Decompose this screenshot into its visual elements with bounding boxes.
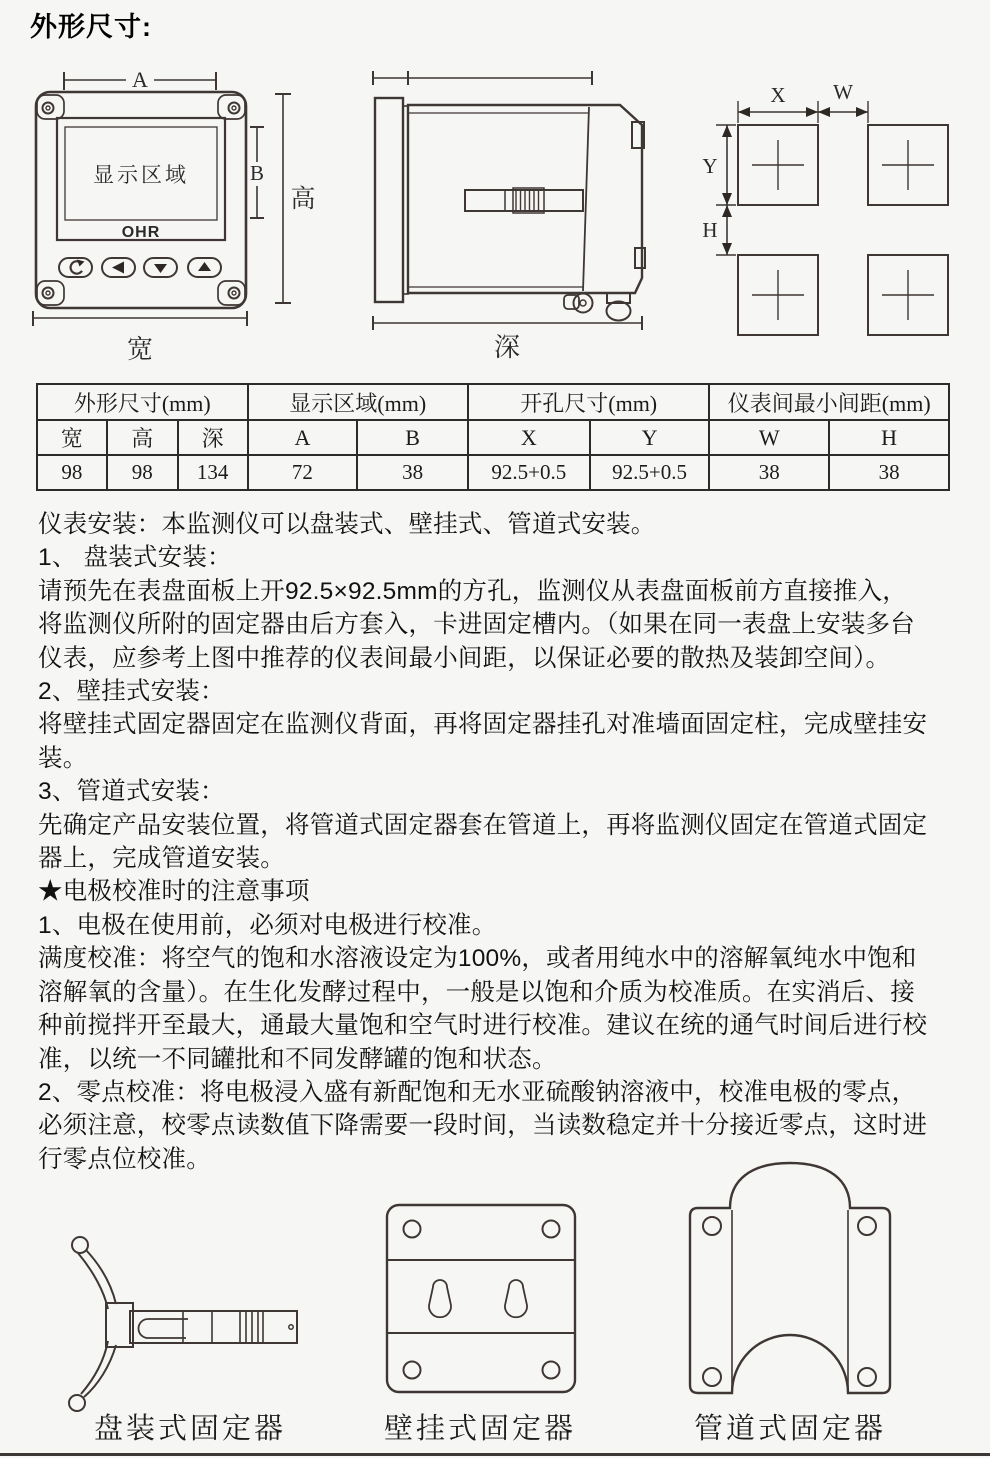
col-header: B bbox=[357, 420, 468, 455]
text-line: 种前搅拌开至最大，通最大量饱和空气时进行校准。建议在统的通气时间后进行校 bbox=[38, 1012, 928, 1040]
text-line: 行零点位校准。 bbox=[38, 1145, 211, 1173]
text-line: 将监测仪所附的固定器由后方套入，卡进固定槽内。（如果在同一表盘上安装多台 bbox=[38, 611, 915, 639]
down-arrow-icon bbox=[154, 264, 167, 273]
col-header: Y bbox=[590, 420, 710, 455]
text-line: 溶解氧的含量）。在生化发酵过程中，一般是以饱和介质为校准质。在实消后、接 bbox=[38, 978, 915, 1006]
dim-h-label: H bbox=[702, 218, 718, 242]
cell-value: 92.5+0.5 bbox=[590, 455, 710, 490]
text-line: 1、电极在使用前，必须对电极进行校准。 bbox=[38, 911, 497, 939]
cell-value: 98 bbox=[107, 455, 178, 490]
table-header-row bbox=[37, 420, 949, 455]
side-view-drawing bbox=[345, 60, 665, 370]
text-line: 器上，完成管道安装。 bbox=[38, 845, 285, 873]
table-value-row bbox=[37, 455, 949, 490]
dim-width-label: 宽 bbox=[126, 335, 154, 364]
group-outline: 外形尺寸(mm) bbox=[37, 384, 248, 420]
text-line: ★电极校准时的注意事项 bbox=[38, 878, 310, 906]
display-area-label: 显示区域 bbox=[93, 163, 189, 187]
panel-fixture-caption: 盘装式固定器 bbox=[93, 1413, 286, 1445]
panel-fixture-shaft bbox=[130, 1311, 297, 1343]
pipe-fixture-holes bbox=[703, 1217, 876, 1386]
table-group-row bbox=[37, 384, 949, 420]
text-line: 请预先在表盘面板上开92.5×92.5mm的方孔，监测仪从表盘面板前方直接推入， bbox=[38, 577, 907, 605]
panel-fixture-handle bbox=[69, 1237, 133, 1411]
col-header: W bbox=[709, 420, 829, 455]
col-header: 高 bbox=[107, 420, 178, 455]
group-cutout: 开孔尺寸(mm) bbox=[468, 384, 709, 420]
text-line: 1、 盘装式安装： bbox=[38, 544, 232, 572]
text-line: 2、壁挂式安装： bbox=[38, 678, 225, 706]
page-title: 外形尺寸: bbox=[30, 12, 152, 42]
text-line: 装。 bbox=[38, 744, 88, 772]
cell-value: 72 bbox=[248, 455, 358, 490]
dim-depth bbox=[373, 316, 642, 362]
group-display: 显示区域(mm) bbox=[248, 384, 468, 420]
text-line: 2、零点校准：将电极浸入盛有新配饱和无水亚硫酸钠溶液中，校准电极的零点， bbox=[38, 1078, 917, 1106]
col-header: 宽 bbox=[37, 420, 107, 455]
front-buttons bbox=[59, 258, 221, 277]
pipe-fixture-outline bbox=[690, 1163, 890, 1393]
wall-fixture-caption: 壁挂式固定器 bbox=[383, 1413, 576, 1445]
text-line: 将壁挂式固定器固定在监测仪背面，再将固定器挂孔对准墙面固定柱，完成壁挂安 bbox=[38, 711, 928, 739]
dim-height bbox=[275, 94, 316, 303]
sensor-probe bbox=[465, 188, 583, 213]
wall-fixture-plate bbox=[387, 1205, 575, 1392]
dim-w-label: W bbox=[833, 80, 853, 104]
dim-y-label: Y bbox=[702, 154, 718, 178]
dim-depth-label: 深 bbox=[493, 333, 521, 362]
cell-value: 38 bbox=[829, 455, 949, 490]
text-line: 仪表，应参考上图中推荐的仪表间最小间距，以保证必要的散热及装卸空间）。 bbox=[38, 644, 891, 672]
cell-value: 98 bbox=[37, 455, 107, 490]
dim-x-label: X bbox=[770, 83, 786, 107]
left-arrow-icon bbox=[112, 262, 124, 274]
cell-value: 92.5+0.5 bbox=[468, 455, 590, 490]
brand-logo: OHR bbox=[121, 224, 161, 241]
cell-value: 38 bbox=[357, 455, 468, 490]
bottom-connector bbox=[564, 294, 593, 313]
text-line: 准，以统一不同罐批和不同发酵罐的饱和状态。 bbox=[38, 1045, 557, 1073]
text-line: 先确定产品安装位置，将管道式固定器套在管道上，再将监测仪固定在管道式固定 bbox=[38, 811, 928, 839]
dim-top bbox=[373, 71, 592, 85]
dim-a-label: A bbox=[132, 67, 148, 92]
dim-x bbox=[738, 83, 818, 123]
cable-gland bbox=[607, 293, 631, 321]
text-line: 必须注意，校零点读数值下降需要一段时间，当读数稳定并十分接近零点，这时进 bbox=[38, 1112, 928, 1140]
wall-fixture-drawing bbox=[385, 1200, 580, 1400]
text-line: 3、管道式安装： bbox=[38, 778, 225, 806]
cutout-squares bbox=[738, 125, 948, 335]
group-spacing: 仪表间最小间距(mm) bbox=[709, 384, 949, 420]
return-arrowhead-icon bbox=[77, 260, 85, 267]
up-arrow-icon bbox=[198, 262, 211, 271]
wall-fixture-keyholes bbox=[429, 1280, 527, 1317]
cell-value: 38 bbox=[709, 455, 829, 490]
dim-width bbox=[33, 311, 247, 364]
col-header: X bbox=[468, 420, 590, 455]
col-header: A bbox=[248, 420, 358, 455]
col-header: 深 bbox=[178, 420, 248, 455]
col-header: H bbox=[829, 420, 949, 455]
pipe-fixture-caption: 管道式固定器 bbox=[693, 1413, 886, 1445]
panel-fixture-drawing bbox=[40, 1183, 320, 1418]
wall-fixture-holes bbox=[404, 1221, 560, 1379]
dim-a bbox=[64, 67, 216, 92]
front-view-drawing bbox=[20, 60, 320, 370]
dim-height-label: 高 bbox=[290, 186, 316, 213]
text-line: 仪表安装：本监测仪可以盘装式、壁挂式、管道式安装。 bbox=[38, 511, 656, 538]
dim-h bbox=[702, 205, 736, 255]
device-side-outline bbox=[375, 98, 645, 302]
installation-instructions bbox=[38, 508, 956, 1176]
center-crosses bbox=[752, 140, 934, 320]
cutout-spacing-drawing bbox=[680, 55, 970, 355]
text-line: 满度校准：将空气的饱和水溶液设定为100%，或者用纯水中的溶解氧纯水中饱和 bbox=[38, 945, 917, 973]
dim-b bbox=[250, 127, 264, 218]
dim-w bbox=[818, 80, 868, 123]
dim-b-label: B bbox=[249, 161, 265, 185]
pipe-fixture-drawing bbox=[685, 1158, 895, 1398]
cell-value: 134 bbox=[178, 455, 248, 490]
dim-y bbox=[702, 125, 736, 205]
bottom-divider bbox=[0, 1453, 990, 1456]
dimension-table bbox=[36, 383, 950, 491]
